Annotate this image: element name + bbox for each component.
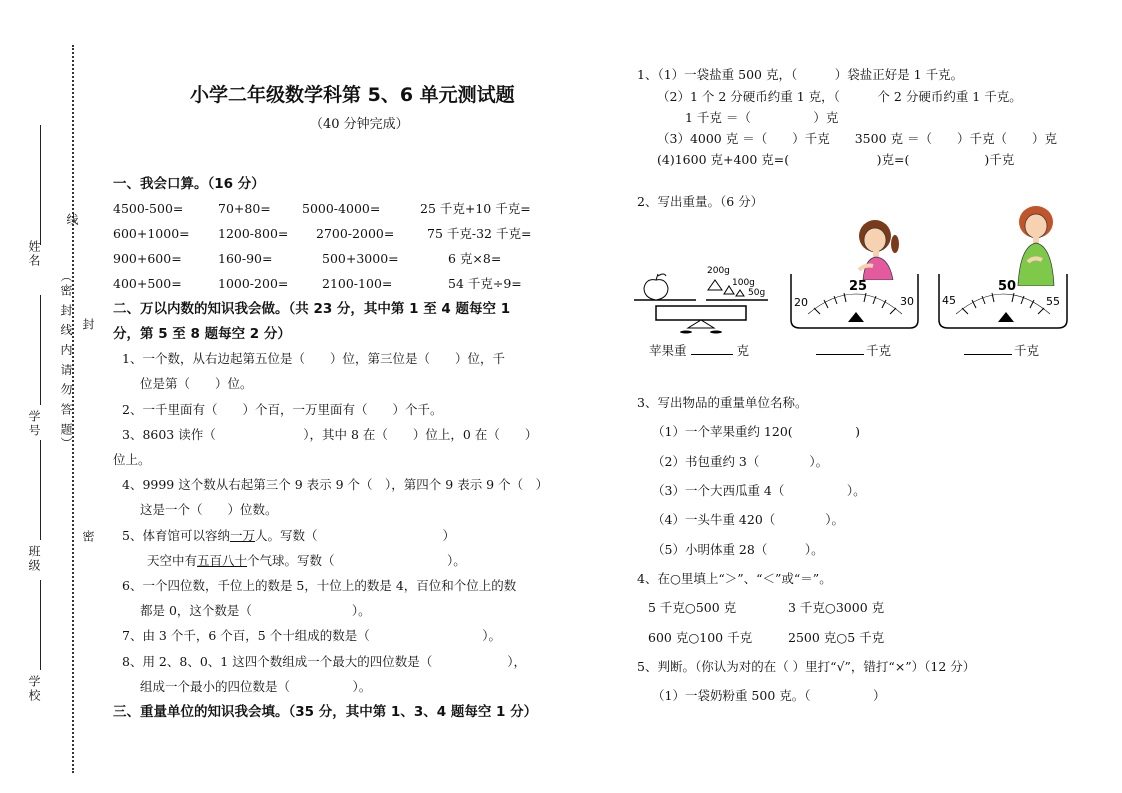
class-blank-line xyxy=(40,440,41,540)
compare-item: 3 千克○3000 克 xyxy=(788,600,885,615)
answer-blank xyxy=(964,354,1012,355)
question-text: 1、一个数，从右边起第五位是（ ）位，第三位是（ ）位，千 xyxy=(122,351,505,366)
caption-unit: 千克 xyxy=(1014,343,1040,358)
dial-tick xyxy=(864,293,866,302)
calc-cell: 2700-2000= xyxy=(316,226,395,241)
compare-item: 600 克○100 千克 xyxy=(648,630,753,645)
question-text: 3、8603 读作（ ），其中 8 在（ ）位上，0 在（ ） xyxy=(122,427,538,442)
dial-tick xyxy=(890,308,896,314)
question-text: （1）一袋奶粉重 500 克。（ ） xyxy=(652,688,886,703)
scale-dial-1 xyxy=(790,272,920,332)
answer-blank xyxy=(691,354,733,355)
section2-heading-cont: 分，第 5 至 8 题每空 2 分） xyxy=(113,326,291,342)
scale-dial-2 xyxy=(938,272,1070,332)
caption-apple xyxy=(649,343,749,359)
scale-foot xyxy=(710,331,722,334)
page-title: 小学二年级数学科第 5、6 单元测试题 xyxy=(190,84,515,106)
weight-label: 100g xyxy=(732,278,755,288)
scale-base xyxy=(656,306,746,320)
caption-dial2 xyxy=(964,343,1039,359)
question-text: 4、9999 这个数从右起第三个 9 表示 9 个（ ），第四个 9 表示 9 个（ ） xyxy=(122,477,549,492)
answer-blank xyxy=(816,354,864,355)
calc-cell: 54 千克÷9= xyxy=(448,276,522,291)
question-text: 1、（1）一袋盐重 500 克，（ ）袋盐正好是 1 千克。 xyxy=(637,67,964,82)
dial-label-right: 55 xyxy=(1046,295,1060,308)
dial-arc xyxy=(956,294,1050,314)
question-text: 都是 0，这个数是（ ）。 xyxy=(140,603,371,618)
caption-dial1 xyxy=(816,343,891,359)
q5a-pre: 5、体育馆可以容纳 xyxy=(122,528,230,543)
question-text: (4)1600 克+400 克=( )克=( )千克 xyxy=(657,152,1015,167)
q5b-post: 个气球。写数（ ）。 xyxy=(247,553,466,568)
calc-cell: 2100-100= xyxy=(322,276,393,291)
girl-face xyxy=(864,228,886,252)
calc-cell: 1200-800= xyxy=(218,226,289,241)
calc-cell: 160-90= xyxy=(218,251,273,266)
girl-figure-1 xyxy=(845,218,915,280)
section3-heading: 三、重量单位的知识我会填。（35 分，其中第 1、3、4 题每空 1 分） xyxy=(113,704,538,720)
question-text: 8、用 2、8、0、1 这四个数组成一个最大的四位数是（ ）， xyxy=(122,654,526,669)
question-text: 组成一个最小的四位数是（ ）。 xyxy=(140,679,372,694)
calc-cell: 600+1000= xyxy=(113,226,190,241)
seal-char: 封 xyxy=(81,318,95,332)
name-label: 姓名 xyxy=(27,240,41,268)
woman-neck xyxy=(1033,237,1039,243)
balance-scale-illustration xyxy=(628,258,778,340)
calc-cell: 400+500= xyxy=(113,276,182,291)
q3-item: （3）一个大西瓜重 4（ ）。 xyxy=(652,483,866,498)
question-text: 这是一个（ ）位数。 xyxy=(140,502,278,517)
girl-neck xyxy=(873,251,879,257)
dial-arc xyxy=(808,294,902,314)
question-text: 位上。 xyxy=(113,452,151,467)
apple-leaf xyxy=(658,274,666,276)
weight-label: 200g xyxy=(707,266,730,276)
line-char: 线 xyxy=(65,213,79,227)
dial-tick xyxy=(1038,308,1044,314)
question-text: 1 千克 ＝（ ）克 xyxy=(685,110,839,125)
question-text: 位是第（ ）位。 xyxy=(140,376,253,391)
dial-pointer xyxy=(848,312,864,322)
question-text: 6、一个四位数，千位上的数是 5，十位上的数是 4，百位和个位上的数 xyxy=(122,578,517,593)
calc-cell: 5000-4000= xyxy=(302,201,381,216)
calc-cell: 4500-500= xyxy=(113,201,184,216)
id-label: 学号 xyxy=(27,410,41,438)
question-text: （2）1 个 2 分硬币约重 1 克，（ 个 2 分硬币约重 1 千克。 xyxy=(657,89,1022,104)
q5b-pre: 天空中有 xyxy=(147,553,198,568)
q5a-underlined: 一万 xyxy=(229,528,255,543)
q5a-post: 人。写数（ ） xyxy=(254,528,455,543)
dial-label-left: 20 xyxy=(794,296,808,309)
question-text: 2、写出重量。（6 分） xyxy=(637,194,764,209)
dial-tick xyxy=(992,293,994,302)
caption-unit: 千克 xyxy=(866,343,892,358)
compare-item: 5 千克○500 克 xyxy=(648,600,737,615)
question-text: 5、判断。（你认为对的在（ ）里打“√”，错打“×”）（12 分） xyxy=(637,659,976,674)
calc-cell: 25 千克+10 千克= xyxy=(420,201,531,216)
id-blank-line xyxy=(40,295,41,405)
dial-tick xyxy=(1012,293,1014,302)
calc-cell: 70+80= xyxy=(218,201,271,216)
q3-item: （5）小明体重 28（ ）。 xyxy=(652,542,824,557)
section1-heading: 一、我会口算。（16 分） xyxy=(113,176,265,192)
q5b-underlined: 五百八十 xyxy=(197,553,248,568)
question-text: 3、写出物品的重量单位名称。 xyxy=(637,395,808,410)
calc-cell: 6 克×8= xyxy=(448,251,502,266)
calc-cell: 1000-200= xyxy=(218,276,289,291)
calc-cell: 75 千克-32 千克= xyxy=(427,226,532,241)
school-blank-line xyxy=(40,580,41,670)
question-text xyxy=(147,553,466,569)
apple-icon xyxy=(644,280,668,300)
dial-label-right: 30 xyxy=(900,295,914,308)
weight-200g-icon xyxy=(708,280,722,290)
dial-label-left: 45 xyxy=(942,294,956,307)
caption-unit: 克 xyxy=(736,343,750,358)
question-text: 7、由 3 个千，6 个百，5 个十组成的数是（ ）。 xyxy=(122,628,501,643)
school-label: 学校 xyxy=(27,675,41,703)
q3-item: （1）一个苹果重约 120( ) xyxy=(652,424,861,439)
question-text xyxy=(122,528,455,544)
question-text: 4、在○里填上“＞”、“＜”或“＝”。 xyxy=(637,571,832,586)
question-text: （3）4000 克 ＝（ ）千克 3500 克 ＝（ ）千克（ ）克 xyxy=(657,131,1057,146)
scale-foot xyxy=(680,331,692,334)
dial-label-center: 50 xyxy=(998,279,1017,294)
calc-cell: 500+3000= xyxy=(322,251,399,266)
dial-tick xyxy=(962,308,968,314)
weight-label: 50g xyxy=(748,288,766,298)
weight-50g-icon xyxy=(736,290,744,296)
dial-tick xyxy=(844,293,846,302)
name-blank-line xyxy=(40,125,41,245)
compare-item: 2500 克○5 千克 xyxy=(788,630,885,645)
apple-stem xyxy=(656,274,658,280)
caption-pre: 苹果重 xyxy=(649,343,687,358)
page-subtitle: （40 分钟完成） xyxy=(310,117,409,132)
seal-char-2: 密 xyxy=(81,530,95,544)
q3-item: （4）一头牛重 420（ ）。 xyxy=(652,512,845,527)
question-text: 2、一千里面有（ ）个百，一万里面有（ ）个千。 xyxy=(122,402,443,417)
q3-item: （2）书包重约 3（ ）。 xyxy=(652,454,829,469)
class-label: 班级 xyxy=(27,545,41,573)
scale-pivot xyxy=(688,320,714,328)
section2-heading: 二、万以内数的知识我会做。（共 23 分，其中第 1 至 4 题每空 1 xyxy=(113,301,511,317)
dial-pointer xyxy=(998,312,1014,322)
girl-ponytail xyxy=(891,235,899,253)
dial-label-center: 25 xyxy=(849,279,868,294)
woman-face xyxy=(1025,214,1047,238)
calc-cell: 900+600= xyxy=(113,251,182,266)
seal-notice: （密 封 线 内 请 勿 答 题） xyxy=(59,270,73,451)
dial-tick xyxy=(814,308,820,314)
